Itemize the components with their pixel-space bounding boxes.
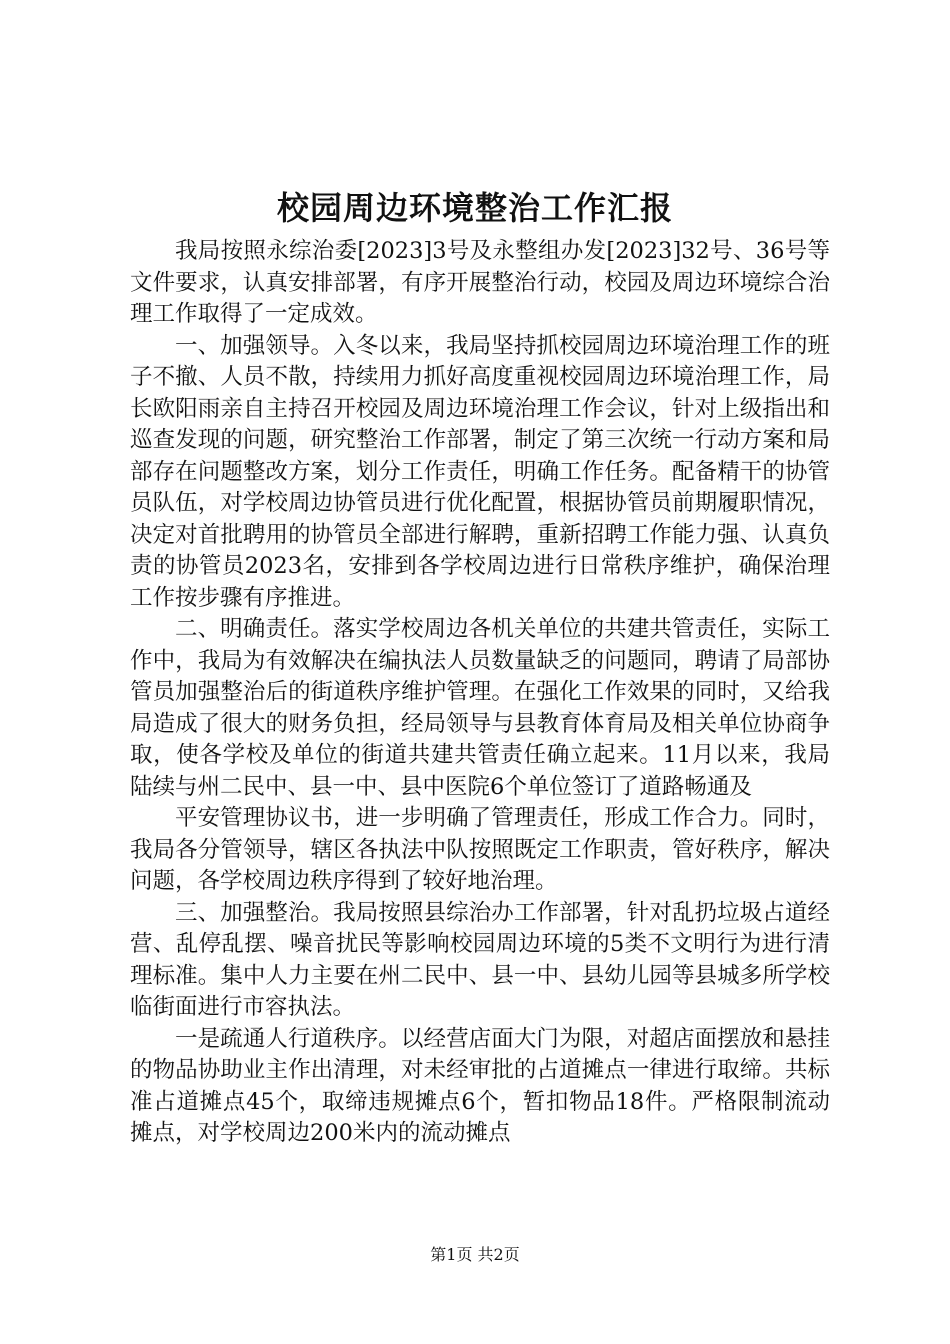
paragraph-agreement: 平安管理协议书，进一步明确了管理责任，形成工作合力。同时，我局各分管领导，辖区各执法中队按照既定工作职责，管好秩序，解决问题，各学校周边秩序得到了较好地治理。 — [130, 805, 830, 894]
document-body — [130, 236, 830, 1150]
document-title: 校园周边环境整治工作汇报 — [276, 189, 673, 227]
page-number: 第1页 共2页 — [430, 1245, 520, 1264]
paragraph-leadership: 一、加强领导。入冬以来，我局坚持抓校园周边环境治理工作的班子不撤、人员不散，持续用力抓好高度重视校园周边环境治理工作，局长欧阳雨亲自主持召开校园及周边环境治理工作会议，针对上级指出和巡查发现的问题，研究整治工作部署，制定了第三次统一行动方案和局部存在问题整改方案，划分工作责任，明确工作任务。配备精干的协管员队伍，对学校周边协管员进行优化配置，根据协管员前期履职情况，决定对首批聘用的协管员全部进行解聘，重新招聘工作能力强、认真负责的协管员2023名，安排到各学校周边进行日常秩序维护，确保治理工作按步骤有序推进。 — [130, 332, 830, 611]
paragraph-sidewalk-order: 一是疏通人行道秩序。以经营店面大门为限，对超店面摆放和悬挂的物品协助业主作出清理，对未经审批的占道摊点一律进行取缔。共标准占道摊点45个，取缔违规摊点6个，暂扣物品18件。严格限制流动摊点，对学校周边200米内的流动摊点 — [130, 1025, 830, 1146]
paragraph-intro: 我局按照永综治委[2023]3号及永整组办发[2023]32号、36号等文件要求，认真安排部署，有序开展整治行动，校园及周边环境综合治理工作取得了一定成效。 — [130, 238, 830, 327]
paragraph-rectification: 三、加强整治。我局按照县综治办工作部署，针对乱扔垃圾占道经营、乱停乱摆、噪音扰民等影响校园周边环境的5类不文明行为进行清理标准。集中人力主要在州二民中、县一中、县幼儿园等县城多所学校临街面进行市容执法。 — [130, 899, 830, 1020]
paragraph-responsibility: 二、明确责任。落实学校周边各机关单位的共建共管责任，实际工作中，我局为有效解决在编执法人员数量缺乏的问题同，聘请了局部协管员加强整治后的街道秩序维护管理。在强化工作效果的同时，又给我局造成了很大的财务负担，经局领导与县教育体育局及相关单位协商争取，使各学校及单位的街道共建共管责任确立起来。11月以来，我局陆续与州二民中、县一中、县中医院6个单位签订了道路畅通及 — [130, 616, 830, 800]
